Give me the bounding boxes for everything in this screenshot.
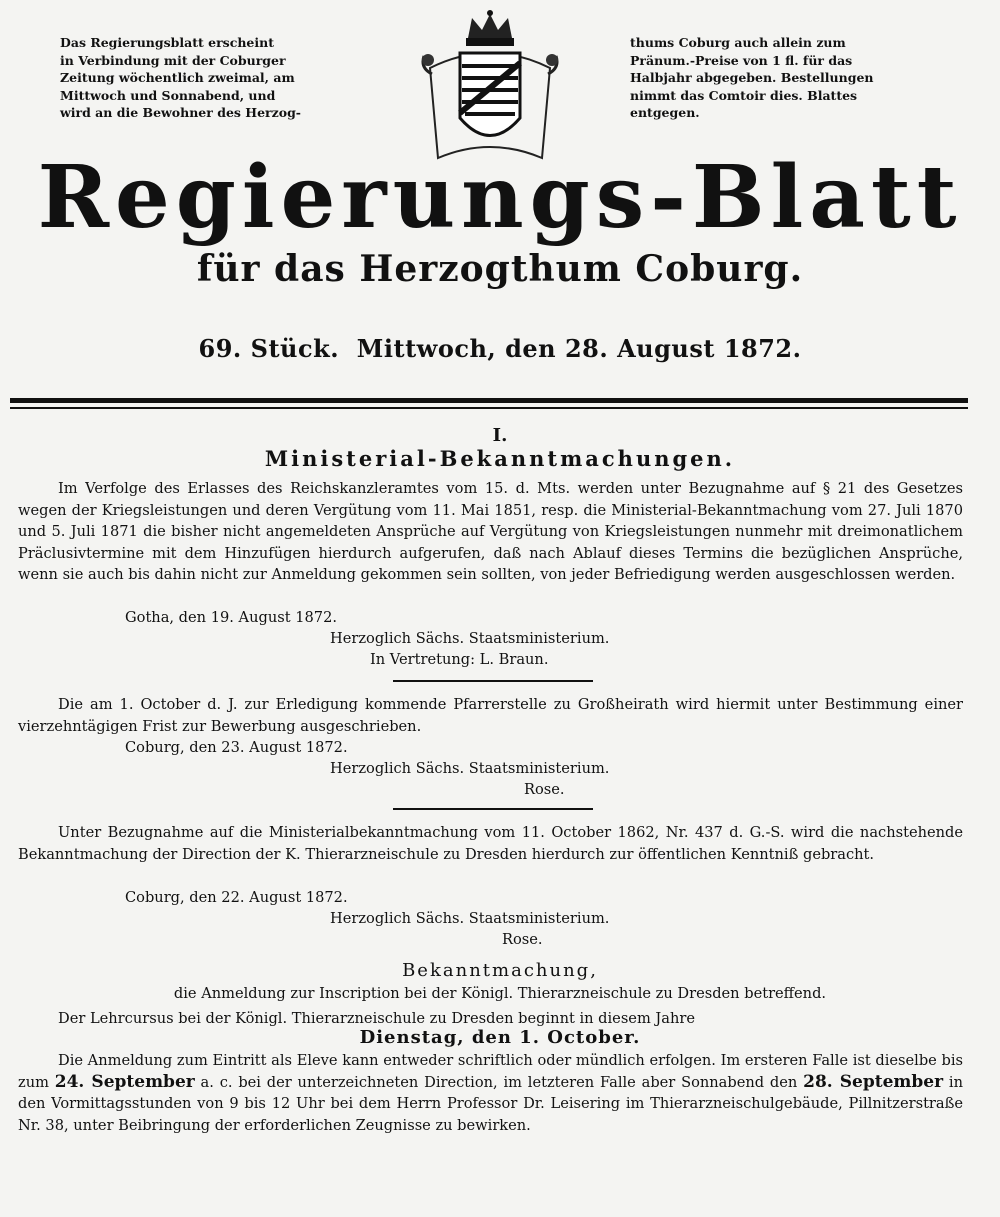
newspaper-title: Regierungs-Blatt [37,147,963,248]
notice3-authority: Herzoglich Sächs. Staatsministerium. [330,910,610,927]
notice1-signature: In Vertretung: L. Braun. [370,651,549,668]
notice2-place-date: Coburg, den 23. August 1872. [125,739,348,756]
ducal-coat-of-arms-icon [410,8,570,168]
notice3-body: Unter Bezugnahme auf die Ministerialbekanntmachung vom 11. October 1862, Nr. 437 d. G.-S. wird die nachstehende Bekanntmachung der Direction der K. Thierarzneischule zu Dresden hierdurch zur öffentlichen Kenntniß gebracht. [18,824,963,863]
announcement-body-part1: Die Anmeldung zum Eintritt als Eleve kann entweder schriftlich oder mündlich erfolgen. Im ersteren Falle ist dieselbe bis zum [18,1052,963,1091]
notice1-place-date: Gotha, den 19. August 1872. [125,609,338,626]
announcement-body-part3: in den Vormittagsstunden von 9 bis 12 Uhr bei dem Herrn Professor Dr. Leisering im Thierarzneischulgebäude, Pillnitzerstraße Nr. 38, unter Beibringung der erforderlichen Zeugnisse zu bewirken. [18,1073,963,1134]
masthead-rule-thin [10,407,968,409]
notice2-signature: Rose. [524,781,565,798]
notice1-authority: Herzoglich Sächs. Staatsministerium. [330,630,610,647]
announcement-body-part2: a. c. bei der unterzeichneten Direction, im letzteren Falle aber Sonnabend den [194,1073,804,1091]
announcement-date2: 28. September [803,1071,944,1092]
announcement-heading: Bekanntmachung, [402,960,598,981]
announcement-date1: 24. September [54,1071,195,1092]
announcement-body [18,1050,963,1136]
section-number: I. [492,425,508,446]
newspaper-subtitle: für das Herzogthum Coburg. [196,248,804,290]
announcement-subheading: die Anmeldung zur Inscription bei der Königl. Thierarzneischule zu Dresden betreffend. [173,985,827,1002]
subscription-notice-right: thums Coburg auch allein zum Pränum.-Preise von 1 fl. für das Halbjahr abgegeben. Bestellungen nimmt das Comtoir dies. Blattes entgegen. [630,35,874,120]
masthead-rule-thick [10,398,968,403]
notice1-body: Im Verfolge des Erlasses des Reichskanzleramtes vom 15. d. Mts. werden unter Bezugnahme auf § 21 des Gesetzes wegen der Kriegsleistungen und deren Vergütung vom 11. Mai 1851, resp. die Ministerial-Bekanntmachung vom 27. Juli 1870 und 5. Juli 1871 die bisher nicht angemeldeten Ansprüche auf Vergütung von Kriegsleistungen nunmehr mit dreimonatlichem Präclusivtermine mit dem Hinzufügen hierdurch aufgerufen, daß nach Ablauf dieses Termins die bezüglichen Ansprüche, wenn sie auch bis dahin nicht zur Anmeldung gekommen sein sollten, von jeder Befriedigung werden ausgeschlossen werden. [18,480,963,583]
subscription-notice-left: Das Regierungsblatt erscheint in Verbindung mit der Coburger Zeitung wöchentlich zweimal, am Mittwoch und Sonnabend, und wird an die Bewohner des Herzog- [60,35,301,120]
notice2-body: Die am 1. October d. J. zur Erledigung kommende Pfarrerstelle zu Großheirath wird hiermit unter Bestimmung einer vierzehntägigen Frist zur Bewerbung ausgeschrieben. [18,696,963,735]
issue-line: 69. Stück. Mittwoch, den 28. August 1872. [198,334,802,363]
section-title: Ministerial-Bekanntmachungen. [264,446,736,471]
notice3-place-date: Coburg, den 22. August 1872. [125,889,348,906]
notice3-signature: Rose. [502,931,543,948]
notice-divider [393,680,593,682]
notice2-authority: Herzoglich Sächs. Staatsministerium. [330,760,610,777]
announcement-date-highlight: Dienstag, den 1. October. [359,1027,641,1048]
announcement-intro: Der Lehrcursus bei der Königl. Thierarzneischule zu Dresden beginnt in diesem Jahre [58,1010,695,1027]
notice-divider [393,808,593,810]
